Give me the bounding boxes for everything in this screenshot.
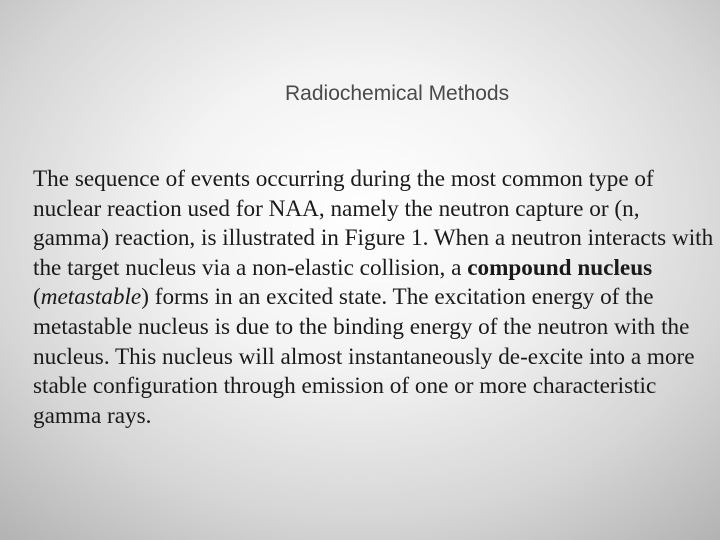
slide-body-paragraph [33,165,718,431]
body-text-start: The sequence of events occurring during the most common type of nuclear reaction used for NAA, namely the neutron capture or (n, gamma) reaction, is illustrated in Figure 1. When a neutron interacts with the target nucleus via a non-elastic collision, a [33,166,714,281]
italic-term-metastable: metastable [40,284,142,311]
bold-term-compound-nucleus: compound nucleus [467,254,653,281]
body-text-paren-open: ( [33,284,41,311]
body-text-end: ) forms in an excited state. The excitation energy of the metastable nucleus is due to the binding energy of the neutron with the nucleus. This nucleus will almost instantaneously de-excite into a more stable configuration through emission of one or more characteristic gamma rays. [33,284,695,429]
slide-title: Radiochemical Methods [285,82,510,105]
